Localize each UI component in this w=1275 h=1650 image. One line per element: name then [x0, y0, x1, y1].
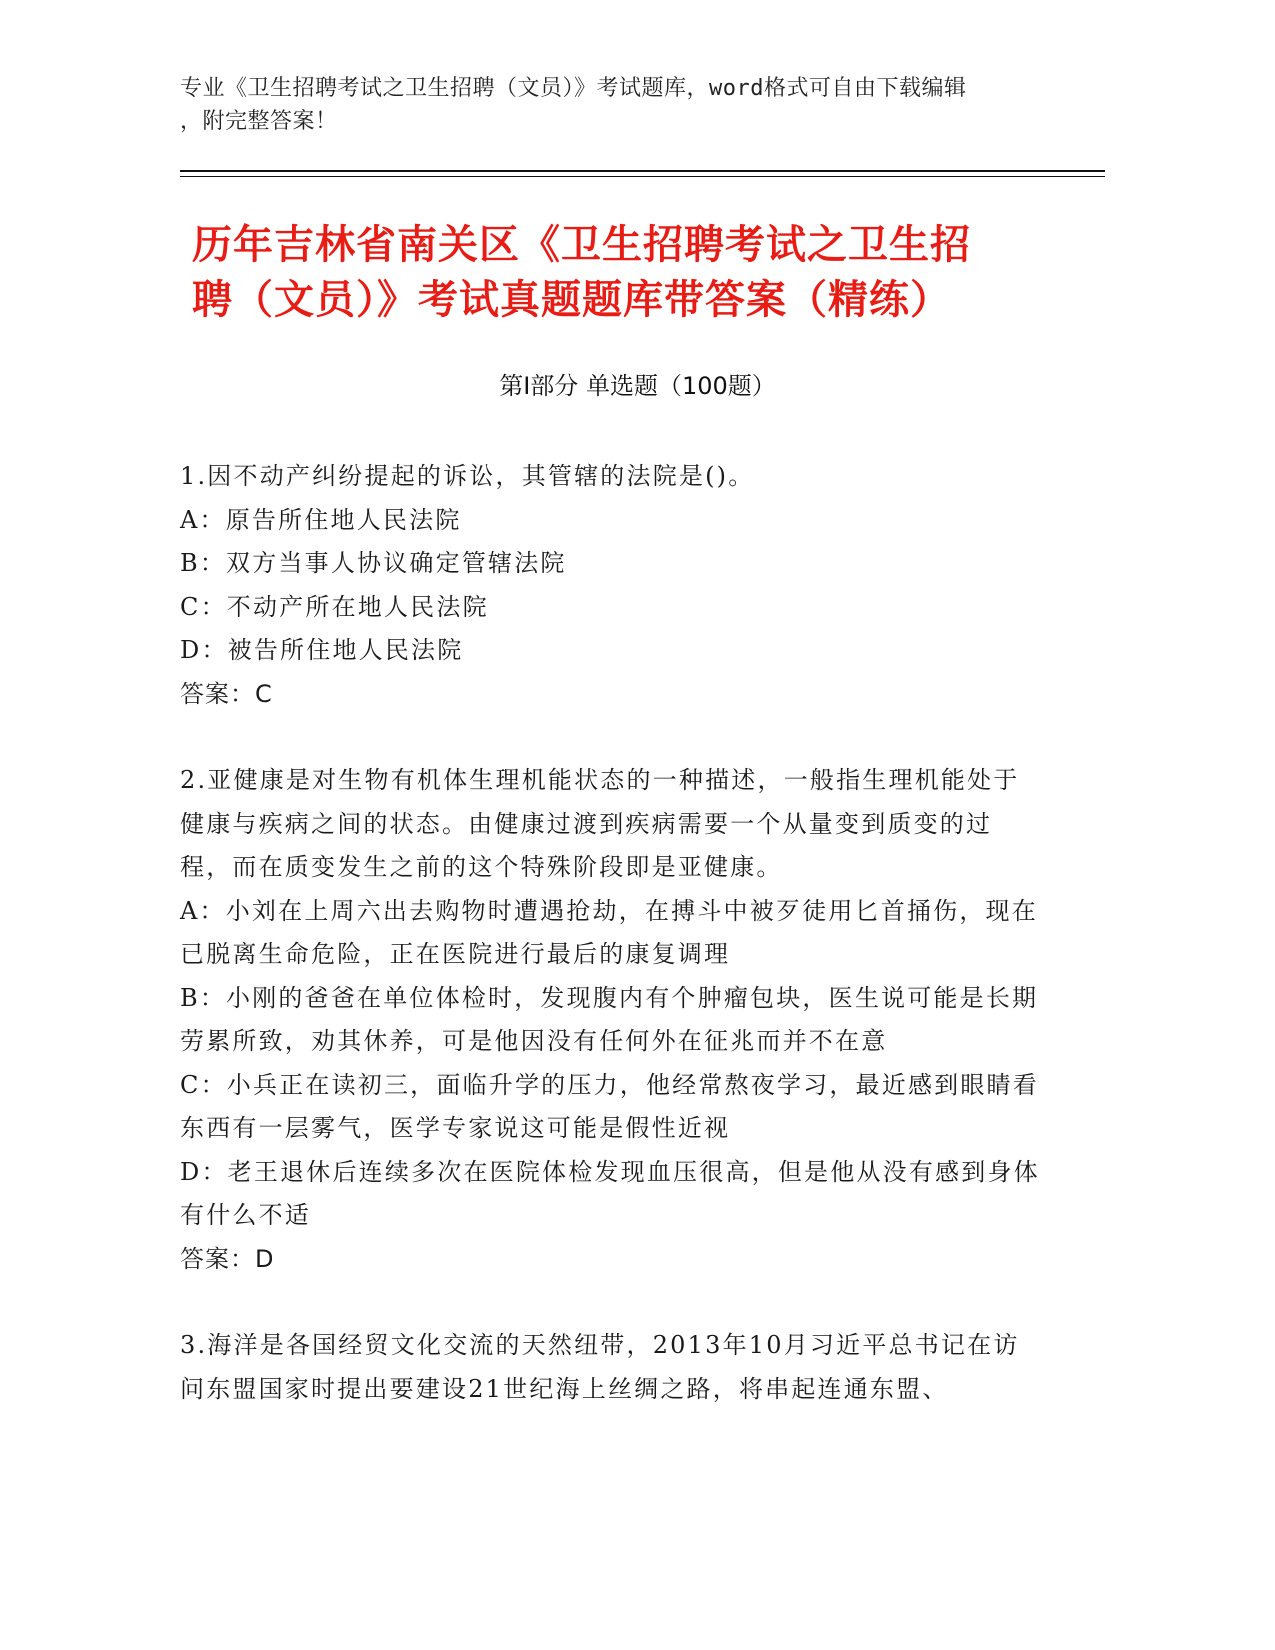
header-divider-thin	[180, 176, 1105, 177]
document-title-line-1: 历年吉林省南关区《卫生招聘考试之卫生招	[192, 222, 971, 268]
question-stem: 1.因不动产纠纷提起的诉讼，其管辖的法院是()。	[180, 462, 755, 490]
question-3	[180, 1324, 1040, 1411]
question-1	[180, 455, 1040, 716]
header-divider-thick	[180, 170, 1105, 172]
option-b: B：双方当事人协议确定管辖法院	[180, 549, 567, 577]
section-title: 第Ⅰ部分 单选题（100题）	[499, 372, 776, 400]
option-c: C：不动产所在地人民法院	[180, 592, 489, 621]
option-d: D：被告所住地人民法院	[180, 636, 464, 664]
question-2	[180, 759, 1040, 1281]
question-list	[180, 455, 1040, 1454]
question-stem: 2.亚健康是对生物有机体生理机能状态的一种描述，一般指生理机能处于健康与疾病之间的状态。由健康过渡到疾病需要一个从量变到质变的过程，而在质变发生之前的这个特殊阶段即是亚健康。	[180, 766, 1020, 881]
answer: 答案：D	[180, 1244, 275, 1273]
document-title	[192, 218, 1072, 328]
option-c: C：小兵正在读初三，面临升学的压力，他经常熬夜学习，最近感到眼睛看东西有一层雾气，医学专家说这可能是假性近视	[180, 1070, 1039, 1142]
option-a: A：小刘在上周六出去购物时遭遇抢劫，在搏斗中被歹徒用匕首捅伤，现在已脱离生命危险，正在医院进行最后的康复调理	[180, 896, 1038, 968]
document-title-line-2: 聘（文员）》考试真题题库带答案（精练）	[192, 277, 951, 323]
header-note-line-2: ，附完整答案！	[180, 109, 338, 134]
header-note-line-1: 专业《卫生招聘考试之卫生招聘（文员）》考试题库，word格式可自由下载编辑	[180, 76, 967, 101]
option-d: D：老王退休后连续多次在医院体检发现血压很高，但是他从没有感到身体有什么不适	[180, 1157, 1040, 1229]
header-note	[180, 72, 1040, 138]
option-a: A：原告所住地人民法院	[180, 505, 462, 534]
answer: 答案：C	[180, 679, 273, 708]
question-stem: 3.海洋是各国经贸文化交流的天然纽带，2013年10月习近平总书记在访问东盟国家时提出要建设21世纪海上丝绸之路，将串起连通东盟、	[180, 1331, 1020, 1403]
option-b: B：小刚的爸爸在单位体检时，发现腹内有个肿瘤包块，医生说可能是长期劳累所致，劝其休养，可是他因没有任何外在征兆而并不在意	[180, 983, 1039, 1055]
